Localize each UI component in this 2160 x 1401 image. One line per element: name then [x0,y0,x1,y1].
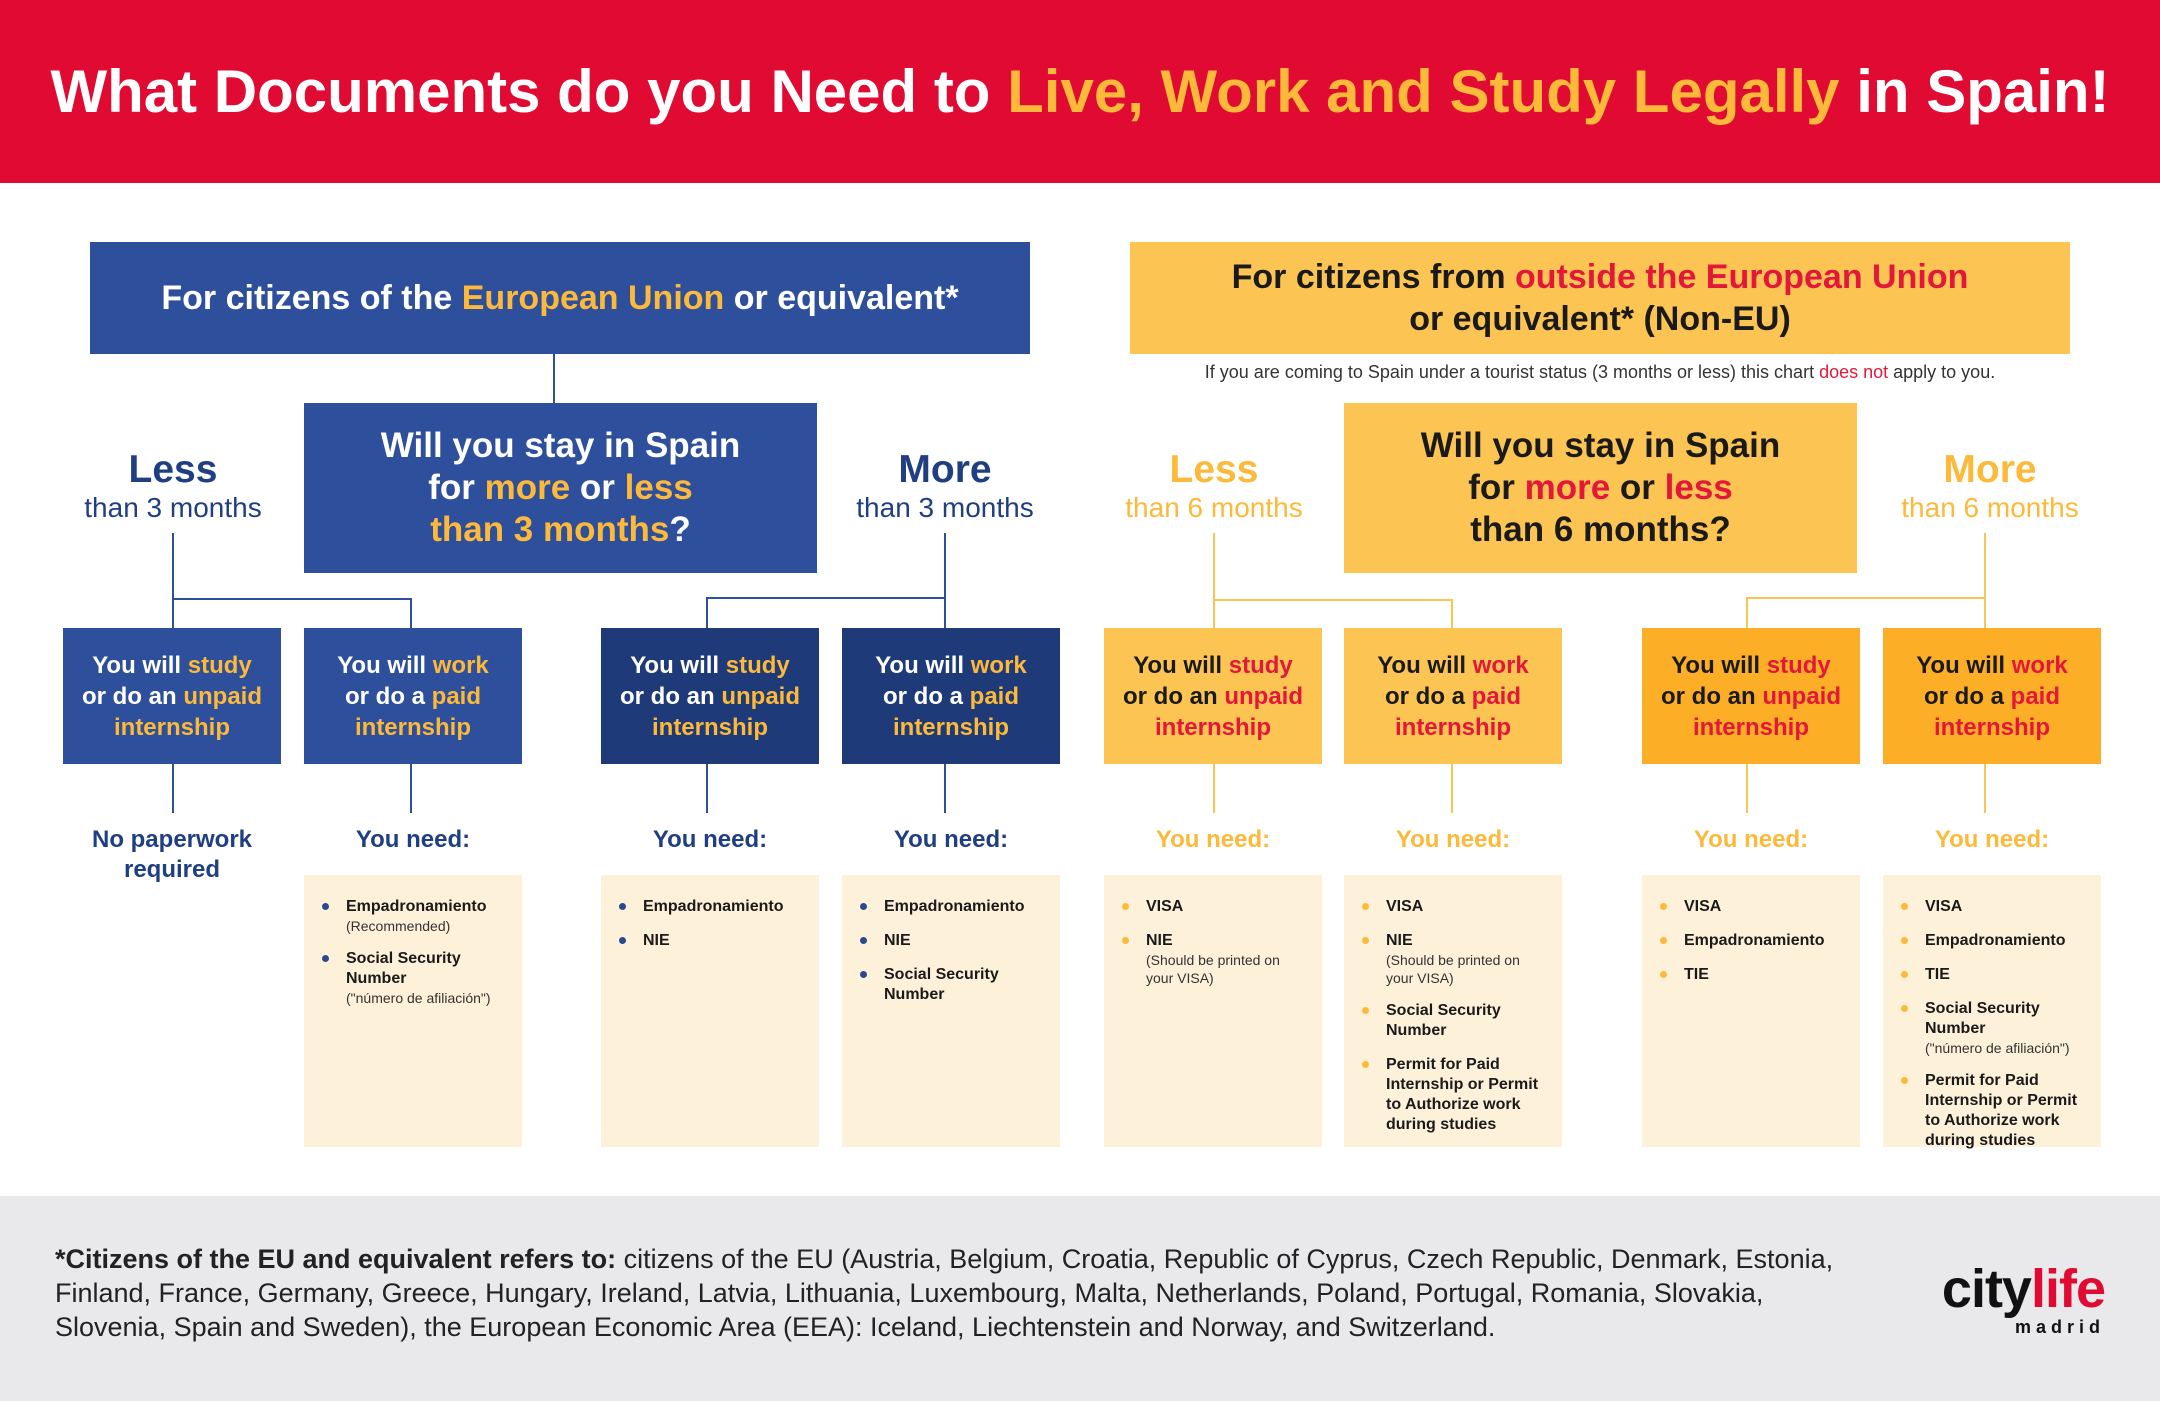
you-need-label: You need: [893,826,1009,853]
doc-item: Empadronamiento [615,897,805,917]
connector-line [172,533,174,628]
docs-panel-eu-more-study [601,875,819,1147]
doc-item: Empadronamiento [1897,931,2087,951]
doc-item: NIE [615,931,805,951]
connector-line [1451,764,1453,813]
connector-line [410,598,412,628]
eu-more-label: More than 3 months [856,448,1034,523]
connector-line [1213,764,1215,813]
doc-item: Social Security Number ("número de afiliación") [1897,999,2087,1057]
doc-item: NIE [856,931,1046,951]
connector-line [1746,764,1748,813]
doc-item: Empadronamiento [1656,931,1846,951]
doc-item: Permit for Paid Internship or Permit to Authorize work during studies [1897,1071,2087,1151]
eu-header-box: For citizens of the European Union or equivalent* [90,242,1030,354]
connector-line [1451,599,1453,628]
you-need-label: You need: [355,826,471,853]
citylife-madrid-logo: citylife madrid [1941,1259,2105,1337]
doc-item: Social Security Number [1358,1001,1548,1041]
noneu-header-box: For citizens from outside the European Union or equivalent* (Non-EU) [1130,242,2070,354]
docs-panel-eu-less-work [304,875,522,1147]
eu-less-study-box: You will study or do an unpaid internship [63,628,281,764]
connector-line [1213,599,1453,601]
noneu-less-study-box: You will study or do an unpaid internship [1104,628,1322,764]
eu-definition-footnote: *Citizens of the EU and equivalent refers to: citizens of the EU (Austria, Belgium, Croatia, Republic of Cyprus, Czech Republic, Denmark, Estonia, Finland, France, Germany, Greece, Hungary, Ireland, Latvia, Lithuania, Luxembourg, Malta, Netherlands, Poland, Portugal, Romania, Slovakia, Slovenia, Spain and Sweden), the European Economic Area (EEA): Iceland, Liechtenstein and Norway, and Switzerland. [55,1244,1834,1342]
noneu-less-label: Less than 6 months [1125,448,1303,523]
connector-line [553,354,555,403]
noneu-less-work-box: You will work or do a paid internship [1344,628,1562,764]
doc-item: TIE [1897,965,2087,985]
doc-item: VISA [1358,897,1548,917]
doc-item: Empadronamiento (Recommended) [318,897,508,935]
doc-item: VISA [1897,897,2087,917]
connector-line [706,597,946,599]
eu-question-box: Will you stay in Spain for more or less than 3 months? [304,403,817,573]
connector-line [172,598,412,600]
eu-less-label: Less than 3 months [84,448,262,523]
doc-item: NIE (Should be printed on your VISA) [1358,931,1548,987]
you-need-label: You need: [1934,826,2050,853]
doc-item: Social Security Number ("número de afiliación") [318,949,508,1007]
you-need-label: You need: [1693,826,1809,853]
eu-more-study-box: You will study or do an unpaid internship [601,628,819,764]
docs-panel-noneu-less-study [1104,875,1322,1147]
tourist-note: If you are coming to Spain under a tourist status (3 months or less) this chart does not apply to you. [1204,362,1996,382]
doc-item: TIE [1656,965,1846,985]
you-need-label: You need: [1155,826,1271,853]
connector-line [1984,533,1986,628]
doc-item: VISA [1656,897,1846,917]
connector-line [706,597,708,628]
connector-line [944,764,946,813]
connector-line [1984,764,1986,813]
connector-line [1746,597,1748,628]
you-need-label: You need: [1395,826,1511,853]
noneu-more-work-box: You will work or do a paid internship [1883,628,2101,764]
docs-panel-noneu-more-study [1642,875,1860,1147]
doc-item: Empadronamiento [856,897,1046,917]
connector-line [410,764,412,813]
noneu-question-box: Will you stay in Spain for more or less than 6 months? [1344,403,1857,573]
connector-line [172,764,174,813]
doc-item: NIE (Should be printed on your VISA) [1118,931,1308,987]
doc-item: VISA [1118,897,1308,917]
docs-panel-noneu-less-work [1344,875,1562,1147]
connector-line [944,533,946,628]
no-paperwork-label: No paperwork required [91,826,253,883]
eu-less-work-box: You will work or do a paid internship [304,628,522,764]
connector-line [1746,597,1986,599]
noneu-more-label: More than 6 months [1901,448,2079,523]
docs-panel-noneu-more-work [1883,875,2101,1147]
connector-line [706,764,708,813]
page-title: What Documents do you Need to Live, Work and Study Legally in Spain! [50,58,2110,125]
noneu-more-study-box: You will study or do an unpaid internship [1642,628,1860,764]
connector-line [1213,533,1215,628]
doc-item: Permit for Paid Internship or Permit to Authorize work during studies [1358,1055,1548,1135]
you-need-label: You need: [652,826,768,853]
doc-item: Social Security Number [856,965,1046,1005]
eu-more-work-box: You will work or do a paid internship [842,628,1060,764]
docs-panel-eu-more-work [842,875,1060,1147]
